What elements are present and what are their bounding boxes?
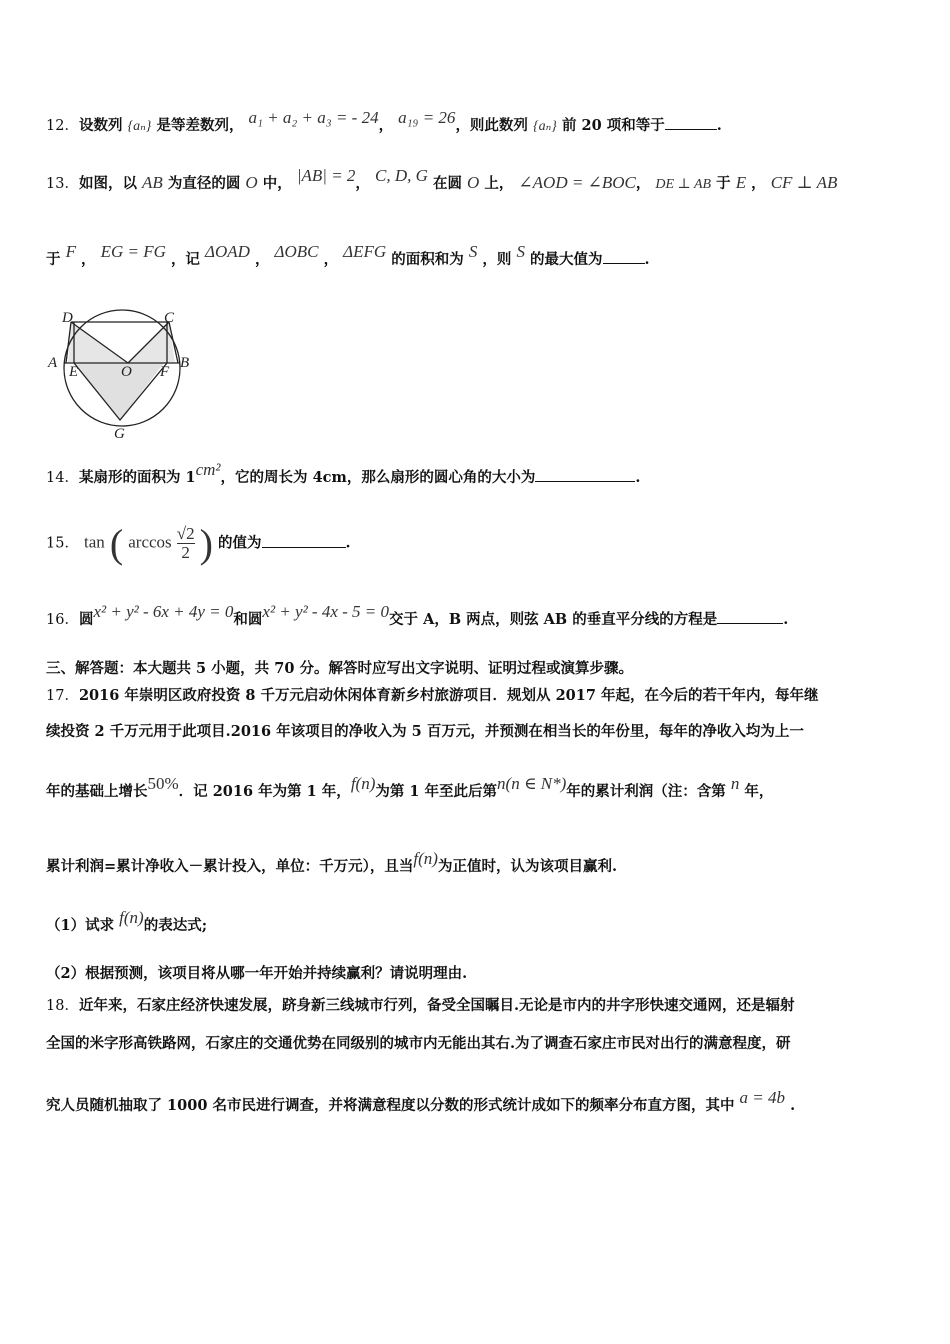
shaded-triangle-efg: [74, 363, 164, 420]
question-13: [46, 166, 838, 193]
text: ，: [81, 251, 96, 268]
question-number: 14．: [46, 470, 79, 486]
text: 于: [46, 251, 61, 268]
text: .: [790, 1097, 796, 1114]
question-number: 15．: [46, 535, 79, 552]
text: 为第 1 年至此后第: [375, 783, 498, 800]
math: x² + y² - 6x + 4y = 0: [93, 602, 234, 621]
math: ∠AOD = ∠BOC: [518, 173, 636, 192]
label-a: A: [48, 355, 58, 371]
question-17-line2: [46, 720, 804, 741]
label-c: C: [164, 310, 175, 326]
math: arccos: [128, 532, 172, 552]
question-number: 16．: [46, 612, 79, 628]
text: 续投资 2 千万元用于此项目.2016 年该项目的净收入为 5 百万元，并预测在相当长的年份里，每年的净收入均为上一: [46, 723, 804, 740]
question-18-line3: [46, 1088, 796, 1115]
section-heading: 三、解答题：本大题共 5 小题，共 70 分。解答时应写出文字说明、证明过程或演算步骤。: [46, 660, 633, 677]
text: ，则: [482, 251, 512, 268]
fraction-numerator: √2: [176, 524, 195, 543]
math: |AB| = 2: [296, 166, 356, 185]
question-14: [46, 460, 641, 487]
text: 的最大值为: [530, 251, 603, 268]
question-12: [46, 108, 722, 135]
text: 是等差数列，: [156, 117, 244, 134]
math-equation: a₁ + a₂ + a₃ = - 24: [248, 108, 379, 127]
text: 为正值时，认为该项目赢利.: [437, 858, 618, 875]
text: ，: [355, 175, 370, 192]
math: n(n ∈ N*): [497, 774, 567, 793]
math: ΔOBC: [274, 242, 319, 261]
label-b: B: [180, 355, 190, 371]
label-o: O: [121, 364, 132, 380]
text: ．记 2016 年为第 1 年，: [178, 783, 351, 800]
text: ，记: [170, 251, 200, 268]
question-17-part2: （2）根据预测，该项目将从哪一年开始并持续赢利？请说明理由.: [46, 965, 468, 982]
text: .: [783, 611, 789, 628]
math: S: [516, 242, 525, 261]
label-d: D: [62, 310, 73, 326]
text: 为直径的圆: [167, 175, 241, 192]
math: a = 4b: [739, 1088, 785, 1107]
circle-geometry-figure: [46, 300, 206, 445]
text: 中，: [262, 175, 292, 192]
text: 年的基础上增长: [46, 783, 148, 800]
question-17-line3: [46, 774, 774, 801]
math: EG = FG: [100, 242, 166, 261]
question-13-line2: 于 F ， EG = FG ，记 ΔOAD ， ΔOBC ， ΔEFG 的面积和为 S ，则 S 的最大值为 .: [46, 242, 650, 268]
question-number: 13．: [46, 176, 79, 192]
question-number: 18．: [46, 998, 79, 1014]
text: 于: [716, 175, 731, 192]
text: 交于 A，B 两点，则弦 AB 的垂直平分线的方程是: [389, 611, 718, 628]
math: ΔEFG: [343, 242, 387, 261]
answer-blank[interactable]: [262, 533, 346, 548]
text: 设数列: [78, 117, 123, 134]
text: 在圆: [432, 175, 462, 192]
text: 如图，以: [78, 175, 137, 192]
math: O: [467, 173, 480, 192]
math: tan: [84, 532, 105, 552]
text: 2016 年崇明区政府投资 8 千万元启动休闲体育新乡村旅游项目．规划从 2017 年起，在今后的若干年内，每年继: [78, 687, 819, 704]
math: x² + y² - 4x - 5 = 0: [262, 602, 390, 621]
math: f(n): [413, 849, 438, 868]
text: 某扇形的面积为 1: [78, 469, 196, 486]
answer-blank[interactable]: [717, 609, 783, 624]
text: 近年来，石家庄经济快速发展，跻身新三线城市行列，备受全国瞩目.无论是市内的井字形快速交通网，还是辐射: [78, 997, 795, 1014]
text: ，: [635, 175, 651, 192]
question-16: [46, 602, 789, 629]
question-17-part1: [46, 908, 208, 935]
math: S: [468, 242, 478, 261]
text: 究人员随机抽取了 1000 名市民进行调查，并将满意程度以分数的形式统计成如下的频率分布直方图，其中: [46, 1097, 735, 1114]
text: ，它的周长为 4cm，那么扇形的圆心角的大小为: [220, 469, 536, 486]
answer-blank[interactable]: [603, 249, 645, 264]
math: ΔOAD: [205, 242, 250, 261]
math-sequence: {aₙ}: [533, 119, 557, 134]
label-f: F: [160, 364, 170, 380]
text: 累计利润=累计净收入－累计投入，单位：千万元），且当: [46, 858, 414, 875]
math-sequence: {aₙ}: [127, 119, 152, 134]
text: .: [345, 534, 351, 552]
question-18-line2: [46, 1032, 791, 1053]
label-e: E: [69, 364, 79, 380]
text: .: [716, 117, 722, 134]
text: ，则此数列: [455, 117, 528, 134]
question-18-line1: [46, 994, 795, 1015]
text: .: [635, 469, 641, 486]
text: 的值为: [218, 534, 262, 552]
text: （1）试求: [46, 917, 115, 934]
text: 的面积和为: [391, 251, 464, 268]
text: 上，: [484, 175, 514, 192]
label-g: G: [114, 426, 125, 442]
text: ，: [378, 117, 394, 134]
math: DE ⊥ AB: [655, 177, 712, 192]
math: CF ⊥ AB: [770, 173, 838, 192]
math: AB: [142, 173, 163, 192]
text: ，: [751, 175, 766, 192]
fraction: [177, 525, 195, 562]
text: 年的累计利润（注：含第: [566, 783, 726, 800]
answer-blank[interactable]: [665, 115, 717, 130]
question-17-line1: [46, 684, 819, 705]
text: 全国的米字形高铁路网，石家庄的交通优势在同级别的城市内无能出其右.为了调查石家庄市民对出行的满意程度，研: [46, 1035, 791, 1052]
text: 圆: [78, 611, 94, 628]
math: n: [730, 774, 740, 793]
math: f(n): [119, 908, 144, 927]
text: 年，: [744, 783, 774, 800]
text: 前 20 项和等于: [561, 117, 665, 134]
text: .: [644, 251, 650, 268]
question-15: 15． tan ( arccos $\frac{√2}{2}$ ) 的值为 .: [46, 521, 351, 566]
math: 50%: [147, 774, 179, 793]
answer-blank[interactable]: [535, 467, 635, 482]
question-17-line4: [46, 849, 618, 876]
text: 的表达式;: [143, 917, 208, 934]
question-number: 12．: [46, 118, 79, 134]
math: f(n): [350, 774, 376, 793]
question-number: 17．: [46, 688, 79, 704]
text: 和圆: [233, 611, 263, 628]
math-equation: a₁₉ = 26: [398, 108, 456, 127]
math: E: [735, 173, 747, 192]
fraction-denominator: 2: [181, 543, 190, 562]
math: C, D, G: [374, 166, 428, 185]
math: F: [65, 242, 76, 261]
math: O: [245, 173, 258, 192]
math: cm²: [195, 460, 221, 479]
